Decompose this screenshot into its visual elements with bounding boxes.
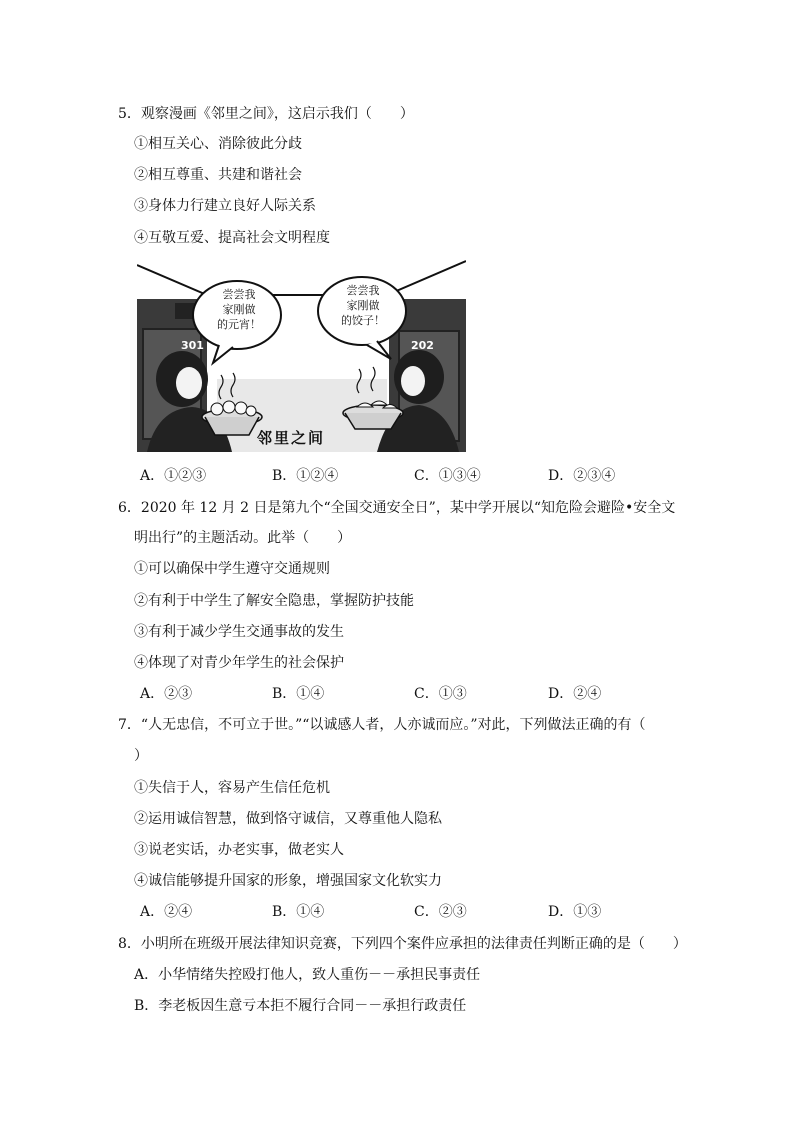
right-bubble-line: 的饺子！ bbox=[341, 314, 385, 327]
neighbors-cartoon bbox=[137, 259, 466, 452]
q5-choice-d: D．②③④ bbox=[548, 468, 616, 484]
q7-option-2: ②运用诚信智慧，做到恪守诚信，又尊重他人隐私 bbox=[134, 811, 442, 827]
q5-choices bbox=[134, 466, 654, 486]
q7-choice-c: C．②③ bbox=[414, 904, 467, 920]
q7-choice-a: A．②④ bbox=[140, 904, 193, 920]
left-speech-bubble bbox=[209, 287, 269, 332]
q5-option-3: ③身体力行建立良好人际关系 bbox=[134, 198, 316, 214]
q6-option-2: ②有利于中学生了解安全隐患，掌握防护技能 bbox=[134, 593, 414, 609]
left-bubble-line: 的元宵！ bbox=[217, 318, 261, 331]
q5-choice-a: A．①②③ bbox=[140, 468, 207, 484]
q7-option-4: ④诚信能够提升国家的形象，增强国家文化软实力 bbox=[134, 873, 442, 889]
q5-option-1: ①相互关心、消除彼此分歧 bbox=[134, 136, 302, 152]
right-bubble-line: 尝尝我 bbox=[346, 284, 380, 297]
q7-choices bbox=[134, 902, 654, 922]
q6-option-4: ④体现了对青少年学生的社会保护 bbox=[134, 655, 344, 671]
q7-choice-b: B．①④ bbox=[272, 904, 325, 920]
q8-stem: 8．小明所在班级开展法律知识竞赛，下列四个案件应承担的法律责任判断正确的是（ ） bbox=[118, 936, 687, 952]
q6-choice-b: B．①④ bbox=[272, 686, 325, 702]
right-speech-bubble bbox=[333, 283, 393, 328]
q7-choice-d: D．①③ bbox=[548, 904, 602, 920]
left-bubble-line: 家刚做 bbox=[222, 303, 256, 316]
q5-option-4: ④互敬互爱、提高社会文明程度 bbox=[134, 230, 330, 246]
q5-option-2: ②相互尊重、共建和谐社会 bbox=[134, 167, 302, 183]
door-number-left: 301 bbox=[181, 339, 204, 352]
q6-option-1: ①可以确保中学生遵守交通规则 bbox=[134, 561, 330, 577]
q7-stem-line-2: ） bbox=[134, 748, 148, 764]
left-bubble-line: 尝尝我 bbox=[222, 288, 256, 301]
q7-option-3: ③说老实话，办老实事，做老实人 bbox=[134, 842, 344, 858]
cartoon-caption: 邻里之间 bbox=[257, 429, 326, 447]
q8-option-a: A．小华情绪失控殴打他人，致人重伤－－承担民事责任 bbox=[134, 967, 481, 983]
q5-choice-c: C．①③④ bbox=[414, 468, 481, 484]
right-bubble-line: 家刚做 bbox=[346, 299, 380, 312]
door-number-right: 202 bbox=[411, 339, 434, 352]
q7-option-1: ①失信于人，容易产生信任危机 bbox=[134, 780, 330, 796]
q7-stem-line-1: 7．“人无忠信，不可立于世。”“以诚感人者，人亦诚而应。”对此，下列做法正确的有（ bbox=[118, 717, 646, 733]
q6-choice-d: D．②④ bbox=[548, 686, 602, 702]
q6-stem-line-1: 6．2020 年 12 月 2 日是第九个“全国交通安全日”，某中学开展以“知危险会避险•安全文 bbox=[118, 500, 676, 516]
q6-choice-a: A．②③ bbox=[140, 686, 193, 702]
q6-stem-line-2: 明出行”的主题活动。此举（ ） bbox=[134, 530, 352, 546]
q6-choices bbox=[134, 684, 654, 704]
q8-option-b: B．李老板因生意亏本拒不履行合同－－承担行政责任 bbox=[134, 998, 467, 1014]
q6-option-3: ③有利于减少学生交通事故的发生 bbox=[134, 624, 344, 640]
q5-stem: 5．观察漫画《邻里之间》，这启示我们（ ） bbox=[118, 106, 414, 122]
q6-choice-c: C．①③ bbox=[414, 686, 467, 702]
q5-choice-b: B．①②④ bbox=[272, 468, 339, 484]
